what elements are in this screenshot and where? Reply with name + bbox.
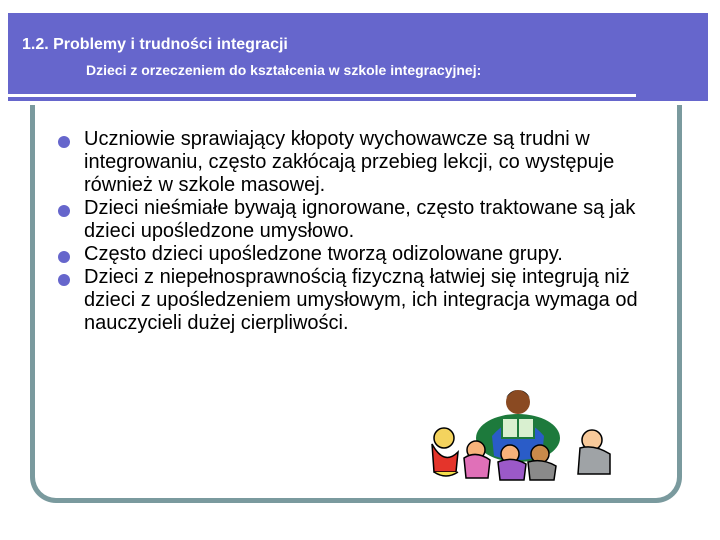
child-figure-icon xyxy=(432,428,458,476)
bullet-item xyxy=(58,266,674,335)
teacher-reading-to-children-clipart-icon xyxy=(418,380,618,484)
bullet-dot-icon xyxy=(58,205,70,217)
slide-subtitle: Dzieci z orzeczeniem do kształcenia w szkole integracyjnej: xyxy=(86,62,482,78)
header-divider xyxy=(0,94,636,97)
bullet-dot-icon xyxy=(58,251,70,263)
bullet-text: Dzieci nieśmiałe bywają ignorowane, często traktowane są jak dzieci upośledzone umysłowo. xyxy=(84,197,636,242)
bullet-text: Często dzieci upośledzone tworzą odizolowane grupy. xyxy=(84,243,563,265)
bullet-text: Uczniowie sprawiający kłopoty wychowawcze są trudni w integrowaniu, często zakłócają przebieg lekcji, co występuje również w szkole masowej. xyxy=(84,128,615,196)
header-band xyxy=(8,13,708,101)
slide-title: 1.2. Problemy i trudności integracji xyxy=(22,36,288,53)
bullet-dot-icon xyxy=(58,136,70,148)
bullet-list xyxy=(58,128,674,335)
bullet-item xyxy=(58,197,674,243)
bullet-item xyxy=(58,243,674,266)
bullet-item xyxy=(58,128,674,197)
child-figure-icon xyxy=(578,430,610,474)
bullet-text: Dzieci z niepełnosprawnością fizyczną łatwiej się integrują niż dzieci z upośledzeniem umysłowym, ich integracja wymaga od nauczycieli dużej cierpliwości. xyxy=(84,266,638,334)
bullet-dot-icon xyxy=(58,274,70,286)
